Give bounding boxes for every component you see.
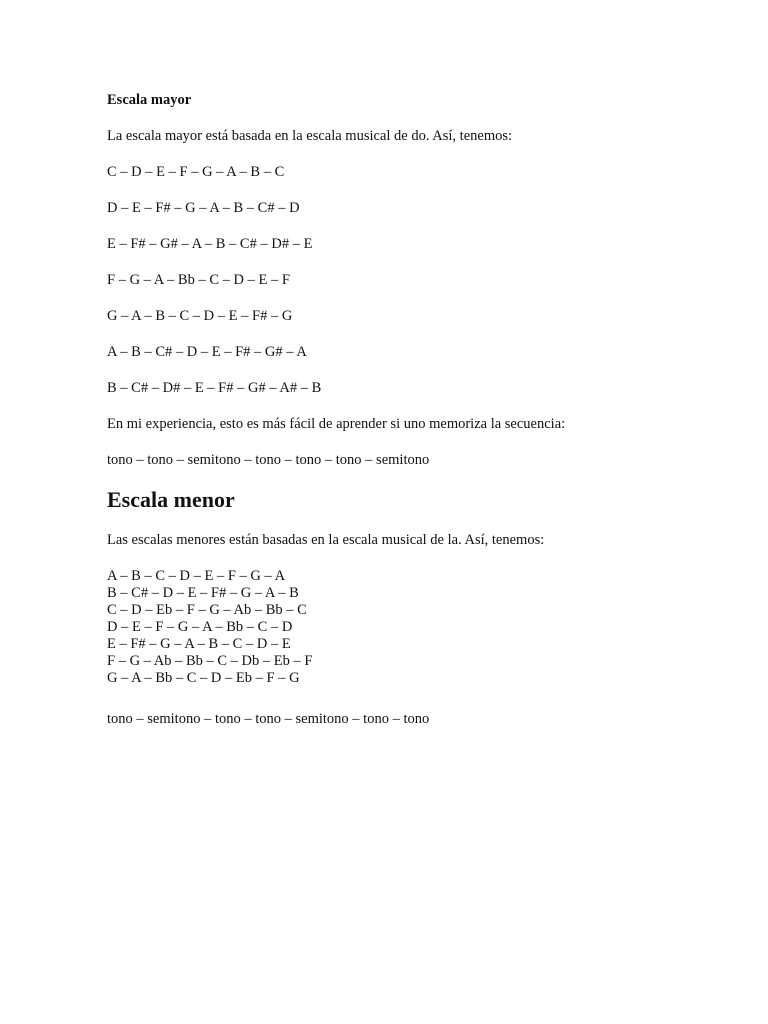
major-scale-line: C – D – E – F – G – A – B – C [107, 164, 285, 180]
major-scale-line: D – E – F# – G – A – B – C# – D [107, 200, 300, 216]
minor-scale-line: E – F# – G – A – B – C – D – E [107, 636, 291, 652]
minor-scale-intro: Las escalas menores están basadas en la escala musical de la. Así, tenemos: [107, 532, 545, 548]
minor-scale-line: F – G – Ab – Bb – C – Db – Eb – F [107, 653, 313, 669]
major-scale-line: E – F# – G# – A – B – C# – D# – E [107, 236, 313, 252]
major-scale-tip: En mi experiencia, esto es más fácil de aprender si uno memoriza la secuencia: [107, 416, 566, 432]
minor-scale-line: G – A – Bb – C – D – Eb – F – G [107, 670, 300, 686]
minor-scale-heading: Escala menor [107, 487, 235, 512]
minor-scale-line: A – B – C – D – E – F – G – A [107, 568, 286, 584]
minor-scale-pattern: tono – semitono – tono – tono – semitono – tono – tono [107, 711, 430, 727]
major-scale-line: G – A – B – C – D – E – F# – G [107, 308, 293, 324]
minor-scale-line: C – D – Eb – F – G – Ab – Bb – C [107, 602, 307, 618]
minor-scale-line: D – E – F – G – A – Bb – C – D [107, 619, 293, 635]
major-scale-line: F – G – A – Bb – C – D – E – F [107, 272, 290, 288]
major-scale-line: B – C# – D# – E – F# – G# – A# – B [107, 380, 322, 396]
minor-scale-line: B – C# – D – E – F# – G – A – B [107, 585, 299, 601]
major-scale-heading: Escala mayor [107, 92, 192, 108]
major-scale-line: A – B – C# – D – E – F# – G# – A [107, 344, 307, 360]
major-scale-pattern: tono – tono – semitono – tono – tono – tono – semitono [107, 452, 430, 468]
major-scale-intro: La escala mayor está basada en la escala musical de do. Así, tenemos: [107, 128, 513, 144]
